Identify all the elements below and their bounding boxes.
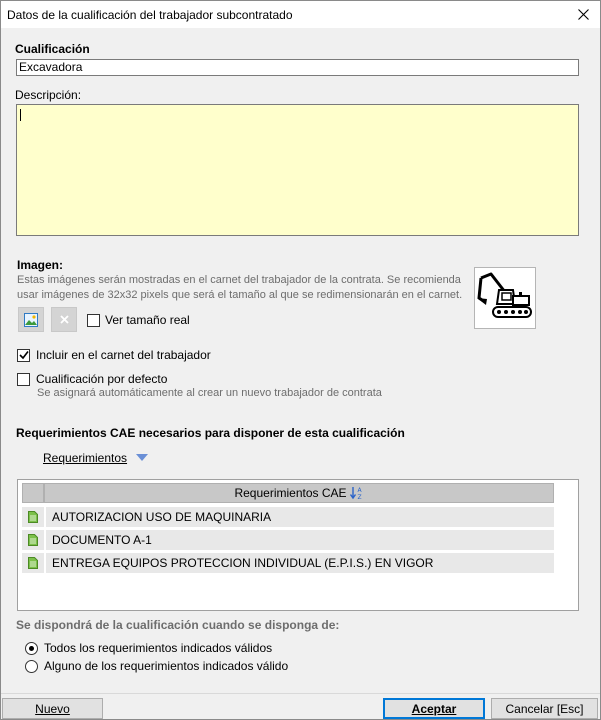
- document-icon: [28, 511, 38, 523]
- por-defecto-checkbox[interactable]: [17, 373, 30, 386]
- close-button[interactable]: [566, 1, 600, 28]
- row-indicator: [22, 507, 44, 527]
- requerimientos-section-title: Requerimientos CAE necesarios para disponer de esta cualificación: [16, 426, 405, 440]
- table-cell: ENTREGA EQUIPOS PROTECCION INDIVIDUAL (E.P.I.S.) EN VIGOR: [46, 553, 554, 573]
- excavator-icon: [475, 268, 535, 328]
- footer-separator: [1, 693, 600, 694]
- table-cell: AUTORIZACION USO DE MAQUINARIA: [46, 507, 554, 527]
- cualificacion-label: Cualificación: [15, 42, 90, 56]
- grid-column-header[interactable]: [44, 483, 554, 503]
- ver-tamano-label: Ver tamaño real: [105, 313, 190, 327]
- table-row[interactable]: [22, 553, 554, 573]
- option-todos[interactable]: [25, 641, 272, 655]
- radio-alguno[interactable]: [25, 660, 38, 673]
- nuevo-button-label: Nuevo: [35, 701, 70, 716]
- cancelar-button-label: Cancelar [Esc]: [505, 701, 584, 716]
- document-icon: [28, 557, 38, 569]
- incluir-carnet-option[interactable]: [17, 348, 211, 362]
- por-defecto-option[interactable]: [17, 372, 167, 386]
- ver-tamano-option[interactable]: [87, 313, 190, 327]
- svg-text:Z: Z: [357, 494, 362, 500]
- checkmark-icon: [19, 350, 29, 360]
- radio-selected-dot: [29, 646, 34, 651]
- condicion-title: Se dispondrá de la cualificación cuando se disponga de:: [16, 618, 340, 632]
- incluir-carnet-checkbox[interactable]: [17, 349, 30, 362]
- incluir-carnet-label: Incluir en el carnet del trabajador: [36, 348, 211, 362]
- row-indicator: [22, 553, 44, 573]
- table-row[interactable]: [22, 530, 554, 550]
- option-todos-label: Todos los requerimientos indicados válidos: [44, 641, 273, 655]
- sort-az-icon: [350, 486, 364, 500]
- image-preview: [474, 267, 536, 329]
- table-row[interactable]: [22, 507, 554, 527]
- aceptar-button[interactable]: [383, 698, 485, 719]
- picture-icon: [23, 312, 39, 328]
- row-indicator: [22, 530, 44, 550]
- requerimientos-dropdown-label: Requerimientos: [43, 451, 128, 465]
- por-defecto-label: Cualificación por defecto: [36, 372, 168, 386]
- option-alguno-label: Alguno de los requerimientos indicados válido: [44, 659, 289, 673]
- nuevo-button[interactable]: [2, 698, 103, 719]
- title-bar: [1, 1, 600, 28]
- load-image-button[interactable]: [18, 307, 44, 332]
- column-header-label: Requerimientos CAE: [234, 486, 347, 500]
- cualificacion-input[interactable]: Excavadora: [16, 59, 579, 76]
- descripcion-label: Descripción:: [15, 88, 82, 102]
- option-alguno[interactable]: [25, 659, 288, 673]
- remove-icon: [60, 315, 69, 324]
- requerimientos-grid[interactable]: [17, 479, 579, 611]
- document-icon: [28, 534, 38, 546]
- descripcion-textarea[interactable]: [16, 104, 579, 236]
- radio-todos[interactable]: [25, 642, 38, 655]
- close-icon: [578, 9, 589, 20]
- chevron-down-icon: [136, 454, 148, 462]
- requerimientos-dropdown[interactable]: [43, 451, 148, 465]
- remove-image-button[interactable]: [51, 307, 77, 332]
- text-caret: [20, 109, 21, 121]
- window-title: Datos de la cualificación del trabajador subcontratado: [7, 7, 293, 22]
- svg-text:A: A: [357, 487, 362, 494]
- cancelar-button[interactable]: [491, 698, 598, 719]
- grid-indicator-header: [22, 483, 44, 503]
- table-cell: DOCUMENTO A-1: [46, 530, 554, 550]
- imagen-hint-1: Estas imágenes serán mostradas en el carnet del trabajador de la contrata. Se recomienda: [17, 274, 461, 286]
- ver-tamano-checkbox[interactable]: [87, 314, 100, 327]
- por-defecto-hint: Se asignará automáticamente al crear un nuevo trabajador de contrata: [37, 387, 382, 399]
- aceptar-button-label: Aceptar: [411, 701, 457, 716]
- imagen-label: Imagen:: [17, 258, 64, 272]
- imagen-hint-2: usar imágenes de 32x32 pixels que será el tamaño al que se redimensionarán en el carnet.: [17, 289, 463, 301]
